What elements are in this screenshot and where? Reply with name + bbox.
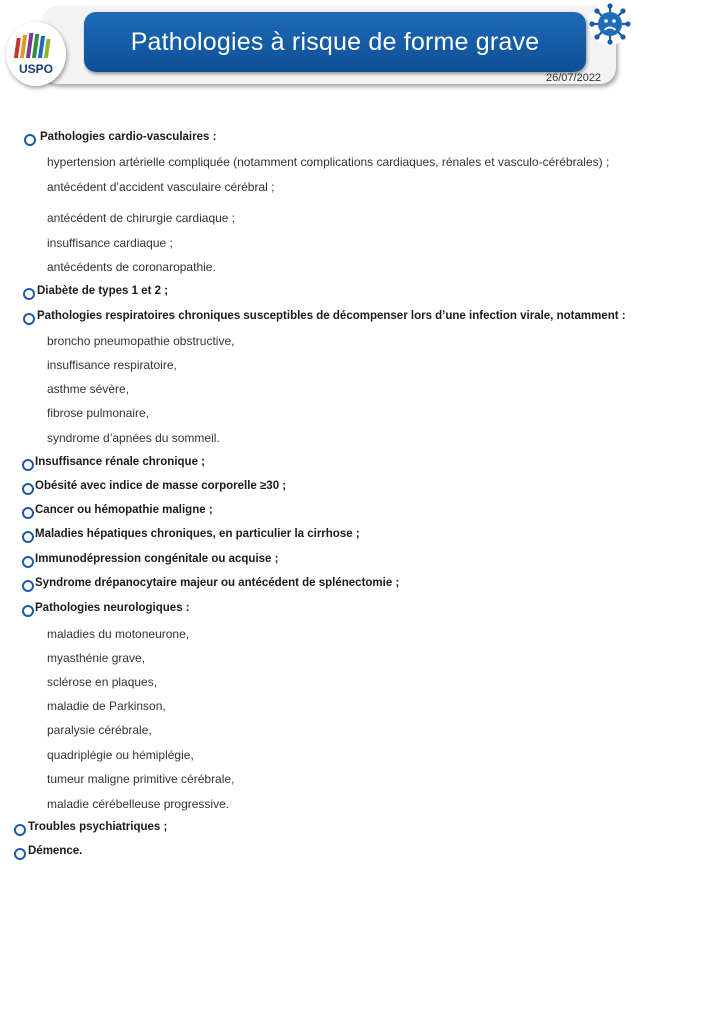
bullet-icon: [23, 313, 35, 325]
sub-item: insuffisance cardiaque ;: [47, 236, 173, 250]
logo-text: USPO: [18, 62, 53, 76]
category-label: Diabète de types 1 et 2 ;: [37, 285, 169, 297]
category-label: Pathologies cardio-vasculaires :: [40, 131, 217, 143]
sub-item: maladie cérébelleuse progressive.: [47, 797, 230, 811]
sub-item: antécédent de chirurgie cardiaque ;: [47, 211, 236, 225]
sub-item: insuffisance respiratoire,: [47, 358, 177, 372]
logo-stripes-icon: [6, 22, 66, 86]
category-label: Pathologies respiratoires chroniques susceptibles de décompenser lors d’une infection virale, notamment :: [37, 310, 626, 322]
category-label: Insuffisance rénale chronique ;: [35, 456, 205, 468]
sub-item: antécédent d’accident vasculaire cérébral ;: [47, 180, 275, 194]
sub-item: myasthénie grave,: [47, 651, 146, 665]
sub-item: hypertension artérielle compliquée (notamment complications cardiaques, rénales et vasculo-cérébrales) ;: [47, 155, 610, 169]
category-label: Démence.: [28, 845, 83, 857]
category-label: Immunodépression congénitale ou acquise ;: [35, 553, 279, 565]
uspo-logo: [6, 22, 66, 86]
bullet-icon: [22, 580, 34, 592]
sub-item: asthme sévère,: [47, 382, 130, 396]
sub-item: broncho pneumopathie obstructive,: [47, 334, 235, 348]
page-title: Pathologies à risque de forme grave: [130, 27, 540, 56]
bullet-icon: [14, 848, 26, 860]
bullet-icon: [22, 459, 34, 471]
sub-item: fibrose pulmonaire,: [47, 406, 150, 420]
bullet-icon: [22, 507, 34, 519]
sub-item: maladie de Parkinson,: [47, 699, 166, 713]
category-label: Maladies hépatiques chroniques, en particulier la cirrhose ;: [35, 528, 360, 540]
category-label: Pathologies neurologiques :: [35, 602, 190, 614]
bullet-icon: [22, 483, 34, 495]
category-label: Cancer ou hémopathie maligne ;: [35, 504, 213, 516]
sub-item: tumeur maligne primitive cérébrale,: [47, 772, 235, 786]
bullet-icon: [23, 288, 35, 300]
sub-item: syndrome d’apnées du sommeil.: [47, 431, 220, 445]
category-label: Syndrome drépanocytaire majeur ou antécédent de splénectomie ;: [35, 577, 400, 589]
sub-item: maladies du motoneurone,: [47, 627, 190, 641]
category-label: Troubles psychiatriques ;: [28, 821, 168, 833]
bullet-icon: [22, 556, 34, 568]
sub-item: paralysie cérébrale,: [47, 723, 152, 737]
bullet-icon: [14, 824, 26, 836]
category-label: Obésité avec indice de masse corporelle ≥30 ;: [35, 480, 287, 492]
bullet-icon: [24, 134, 36, 146]
virus-icon: [588, 2, 632, 46]
bullet-icon: [22, 605, 34, 617]
title-banner: [84, 12, 586, 72]
sub-item: sclérose en plaques,: [47, 675, 158, 689]
sub-item: antécédents de coronaropathie.: [47, 260, 216, 274]
document-date: 26/07/2022: [546, 72, 602, 84]
bullet-icon: [22, 531, 34, 543]
sub-item: quadriplégie ou hémiplégie,: [47, 748, 194, 762]
